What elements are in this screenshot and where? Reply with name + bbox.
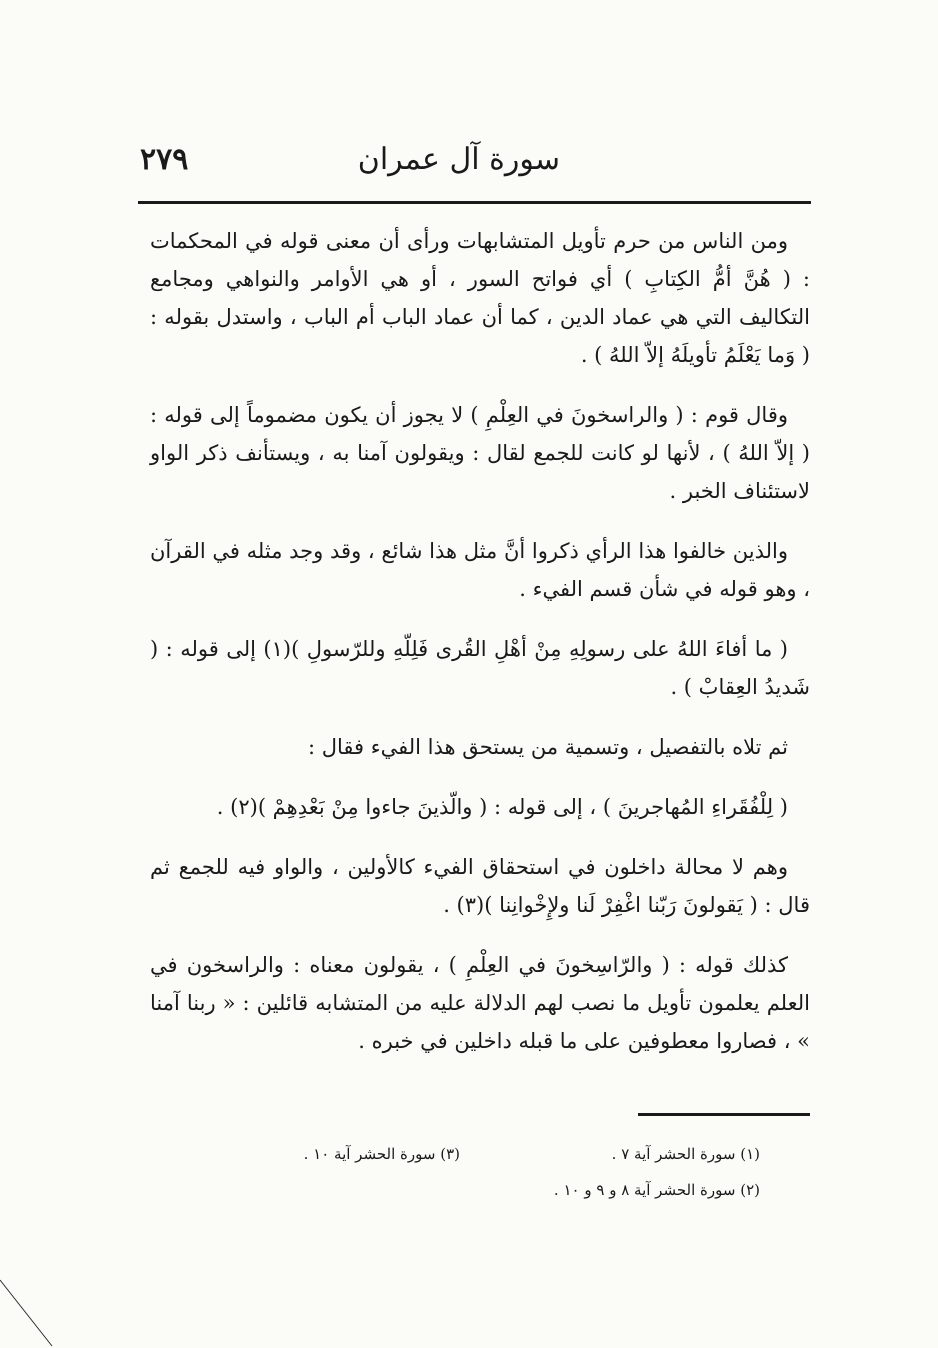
paragraph-6-text: ( لِلْفُقَراءِ المُهاجرينَ ) ، إلى قوله : ( والّذينَ جاءوا مِنْ بَعْدِهِمْ )(٢) . xyxy=(216,795,788,819)
paragraph-4-text: ( ما أفاءَ اللهُ على رسولِهِ مِنْ أهْلِ القُرى فَلِلّهِ وللرّسولِ )(١) إلى قوله : ( شَديدُ العِقابْ ) . xyxy=(150,637,810,699)
footnote-row-1 xyxy=(270,1145,760,1181)
paragraph-5 xyxy=(150,728,810,766)
footnotes xyxy=(270,1145,760,1217)
paragraph-5-text: ثم تلاه بالتفصيل ، وتسمية من يستحق هذا الفيء فقال : xyxy=(307,735,788,759)
footnote-3: (٣) سورة الحشر آية ١٠ . xyxy=(303,1145,460,1163)
body-text xyxy=(150,222,810,1082)
page-number: ٢٧٩ xyxy=(140,142,189,177)
paragraph-7 xyxy=(150,848,810,924)
paragraph-8-text: كذلك قوله : ( والرّاسِخونَ في العِلْمِ ) ، يقولون معناه : والراسخون في العلم يعلمون تأويل ما نصب لهم الدلالة عليه من المتشابه قائلين : « ربنا آمنا » ، فصاروا معطوفين على ما قبله داخلين في خبره . xyxy=(150,953,810,1053)
paragraph-8 xyxy=(150,946,810,1060)
paragraph-4 xyxy=(150,630,810,706)
paragraph-3 xyxy=(150,532,810,608)
footnote-divider xyxy=(638,1113,810,1116)
paragraph-1-text: ومن الناس من حرم تأويل المتشابهات ورأى أن معنى قوله في المحكمات : ( هُنَّ أمُّ الكِتابِ ) أي فواتح السور ، أو هي الأوامر والنواهي ومجامع التكاليف التي هي عماد الدين ، كما أن عماد الباب أم الباب ، واستدل بقوله : ( وَما يَعْلَمُ تأويلَهُ إلاّ اللهُ ) . xyxy=(150,229,810,367)
paragraph-3-text: والذين خالفوا هذا الرأي ذكروا أنَّ مثل هذا شائع ، وقد وجد مثله في القرآن ، وهو قوله في شأن قسم الفيء . xyxy=(150,539,810,601)
paragraph-1 xyxy=(150,222,810,374)
page-header xyxy=(140,138,810,186)
footnote-1: (١) سورة الحشر آية ٧ . xyxy=(611,1145,760,1163)
paragraph-7-text: وهم لا محالة داخلون في استحقاق الفيء كالأولين ، والواو فيه للجمع ثم قال : ( يَقولونَ رَبّنا اغْفِرْ لَنا ولإِخْوانِنا )(٣) . xyxy=(150,855,810,917)
footnote-2: (٢) سورة الحشر آية ٨ و ٩ و ١٠ . xyxy=(553,1181,760,1199)
header-divider xyxy=(138,201,811,204)
surah-title: سورة آل عمران xyxy=(357,142,560,177)
scan-scratch-mark xyxy=(0,1270,60,1348)
paragraph-2-text: وقال قوم : ( والراسخونَ في العِلْمِ ) لا يجوز أن يكون مضموماً إلى قوله : ( إلاّ اللهُ ) ، لأنها لو كانت للجمع لقال : ويقولون آمنا به ، ويستأنف ذكر الواو لاستئناف الخبر . xyxy=(150,403,810,503)
footnote-row-2 xyxy=(270,1181,760,1217)
paragraph-2 xyxy=(150,396,810,510)
paragraph-6 xyxy=(150,788,810,826)
